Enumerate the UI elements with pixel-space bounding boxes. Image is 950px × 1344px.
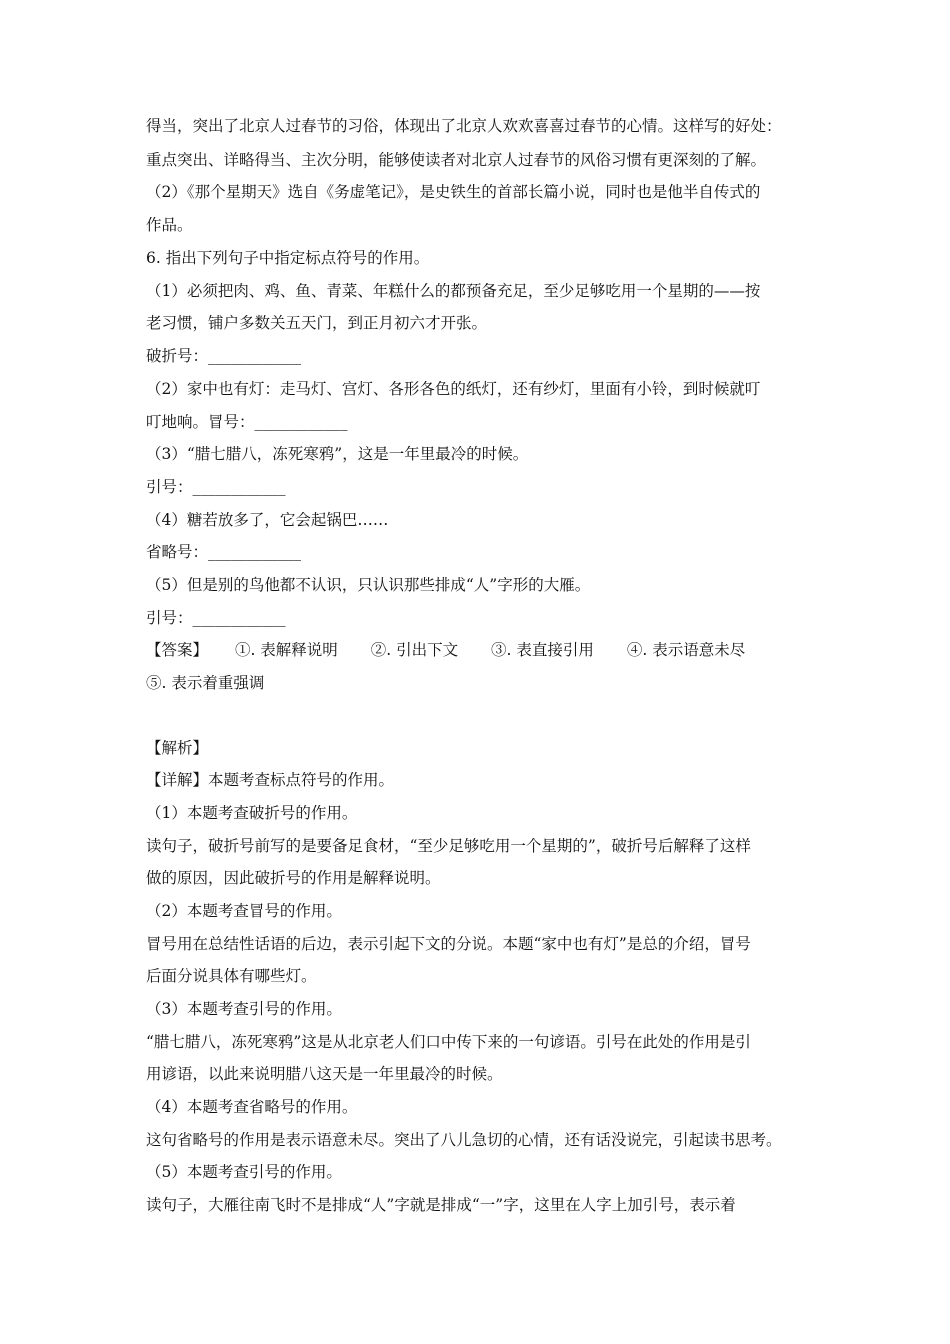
question-item-4-line: （4）糖若放多了，它会起锅巴…… (146, 511, 389, 529)
paragraph-line: 作品。 (146, 216, 193, 234)
answer-blank-quote-2: 引号：____________ (146, 609, 286, 627)
analysis-line: “腊七腊八，冻死寒鸦”这是从北京老人们口中传下来的一句谚语。引号在此处的作用是引 (146, 1033, 751, 1051)
analysis-line: 这句省略号的作用是表示语意未尽。突出了八儿急切的心情，还有话没说完，引起读书思考。 (146, 1131, 782, 1149)
answer-blank-quote: 引号：____________ (146, 478, 286, 496)
analysis-line: （3）本题考查引号的作用。 (146, 1000, 342, 1018)
answer-item: ③. 表直接引用 (491, 641, 594, 659)
paragraph-line: （2）《那个星期天》选自《务虚笔记》，是史铁生的首部长篇小说，同时也是他半自传式的 (146, 183, 761, 201)
analysis-line: 用谚语，以此来说明腊八这天是一年里最冷的时候。 (146, 1065, 503, 1083)
analysis-line: （1）本题考查破折号的作用。 (146, 804, 358, 822)
answer-item-last: ⑤. 表示着重强调 (146, 674, 265, 692)
analysis-line: 冒号用在总结性话语的后边，表示引起下文的分说。本题“家中也有灯”是总的介绍，冒号 (146, 935, 751, 953)
question-item-1-line: （1）必须把肉、鸡、鱼、青菜、年糕什么的都预备充足，至少足够吃用一个星期的——按 (146, 282, 761, 300)
analysis-line: 【详解】本题考查标点符号的作用。 (146, 771, 395, 789)
paragraph-line: 得当，突出了北京人过春节的习俗，体现出了北京人欢欢喜喜过春节的心情。这样写的好处： (146, 117, 782, 135)
question-item-2-line: （2）家中也有灯：走马灯、宫灯、各形各色的纸灯，还有纱灯，里面有小铃，到时候就叮 (146, 380, 761, 398)
question-item-5-line: （5）但是别的鸟他都不认识，只认识那些排成“人”字形的大雁。 (146, 576, 591, 594)
answer-item: ②. 引出下文 (370, 641, 459, 659)
question-item-1-line: 老习惯，铺户多数关五天门，到正月初六才开张。 (146, 314, 488, 332)
analysis-line: 后面分说具体有哪些灯。 (146, 967, 317, 985)
analysis-line: （4）本题考查省略号的作用。 (146, 1098, 358, 1116)
paragraph-line: 重点突出、详略得当、主次分明，能够使读者对北京人过春节的风俗习惯有更深刻的了解。 (146, 151, 767, 169)
answer-item: ①. 表解释说明 (234, 641, 338, 659)
answer-item: ④. 表示语意未尽 (626, 641, 746, 659)
answer-label: 【答案】 (146, 641, 209, 659)
question-item-3-line: （3）“腊七腊八，冻死寒鸦”，这是一年里最冷的时候。 (146, 445, 529, 463)
analysis-line: 读句子，破折号前写的是要备足食材，“至少足够吃用一个星期的”，破折号后解释了这样 (146, 837, 751, 855)
analysis-line: （2）本题考查冒号的作用。 (146, 902, 342, 920)
analysis-line: （5）本题考查引号的作用。 (146, 1163, 342, 1181)
answer-row (146, 640, 806, 660)
answer-blank-ellipsis: 省略号：____________ (146, 543, 302, 561)
analysis-line: 读句子，大雁往南飞时不是排成“人”字就是排成“一”字，这里在人字上加引号，表示着 (146, 1196, 736, 1214)
answer-blank-dash: 破折号：____________ (146, 347, 302, 365)
analysis-line: 做的原因，因此破折号的作用是解释说明。 (146, 869, 441, 887)
analysis-label: 【解析】 (146, 739, 209, 757)
question-stem: 6. 指出下列句子中指定标点符号的作用。 (146, 249, 430, 267)
question-item-2-line: 叮地响。冒号：____________ (146, 413, 348, 431)
